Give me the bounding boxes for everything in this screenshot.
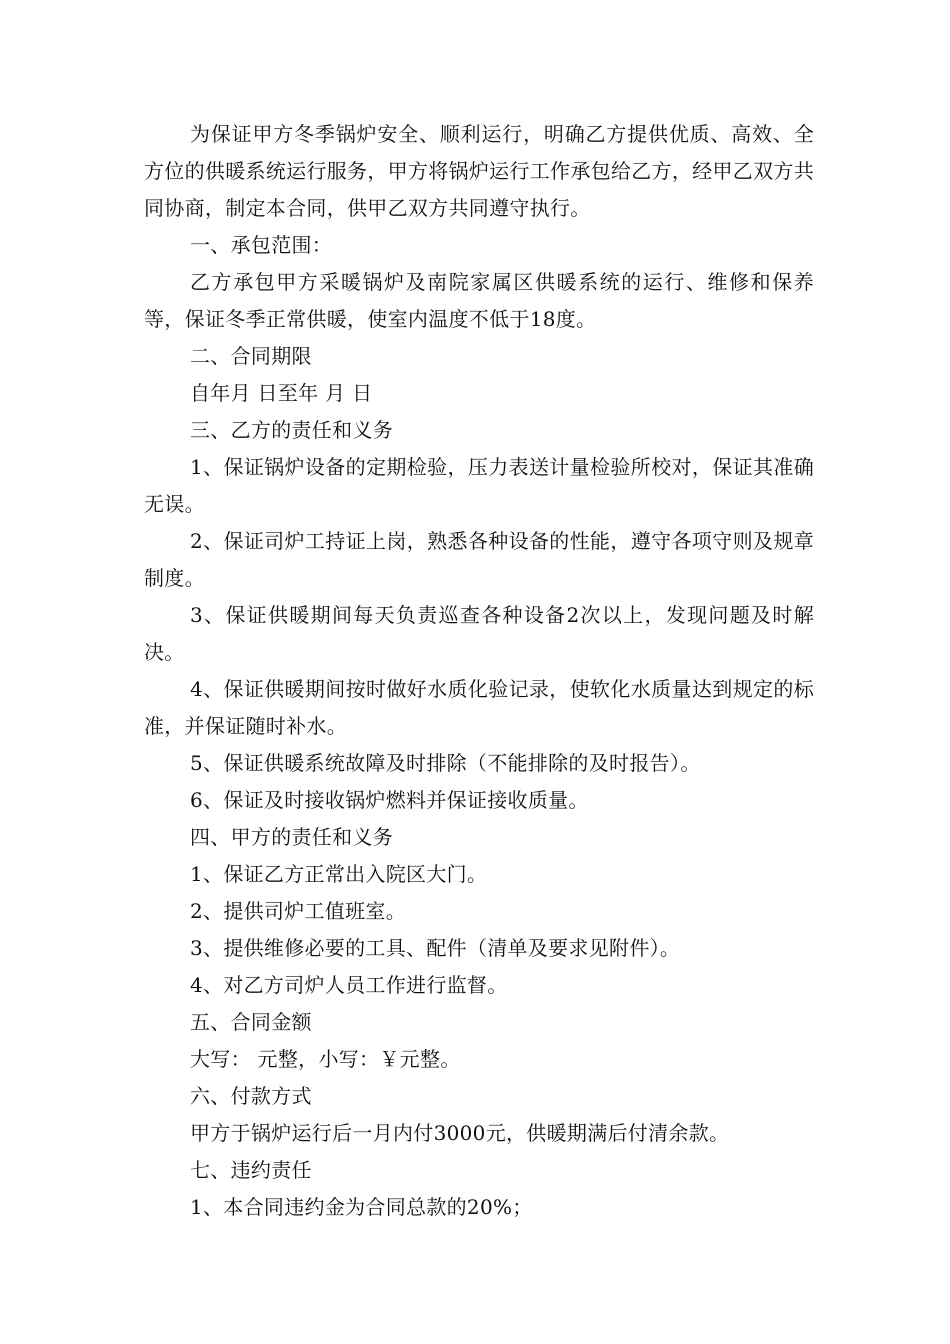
party-b-duty-3: 3、保证供暖期间每天负责巡查各种设备2次以上，发现问题及时解决。 — [144, 603, 814, 664]
party-a-duty-1: 1、保证乙方正常出入院区大门。 — [190, 862, 488, 886]
paragraph-payment: 甲方于锅炉运行后一月内付3000元，供暖期满后付清余款。 — [190, 1121, 730, 1145]
paragraph-contract-amount: 大写： 元整，小写：￥元整。 — [190, 1047, 461, 1071]
party-b-duty-1: 1、保证锅炉设备的定期检验，压力表送计量检验所校对，保证其准确无误。 — [144, 455, 814, 516]
paragraph-scope: 乙方承包甲方采暖锅炉及南院家属区供暖系统的运行、维修和保养等，保证冬季正常供暖，使室内温度不低于18度。 — [144, 270, 814, 331]
party-a-duty-2: 2、提供司炉工值班室。 — [190, 899, 407, 923]
party-a-duty-4: 4、对乙方司炉人员工作进行监督。 — [190, 973, 508, 997]
party-b-duty-5: 5、保证供暖系统故障及时排除（不能排除的及时报告）。 — [190, 751, 701, 775]
heading-term: 二、合同期限 — [190, 344, 312, 368]
party-a-duty-3: 3、提供维修必要的工具、配件（清单及要求见附件）。 — [190, 936, 681, 960]
heading-payment: 六、付款方式 — [190, 1084, 312, 1108]
paragraph-intro: 为保证甲方冬季锅炉安全、顺利运行，明确乙方提供优质、高效、全方位的供暖系统运行服务，甲方将锅炉运行工作承包给乙方，经甲乙双方共同协商，制定本合同，供甲乙双方共同遵守执行。 — [144, 122, 814, 220]
heading-contract-amount: 五、合同金额 — [190, 1010, 312, 1034]
heading-party-a-duties: 四、甲方的责任和义务 — [190, 825, 393, 849]
heading-breach: 七、违约责任 — [190, 1158, 312, 1182]
party-b-duty-2: 2、保证司炉工持证上岗，熟悉各种设备的性能，遵守各项守则及规章制度。 — [144, 529, 814, 590]
heading-scope: 一、承包范围： — [190, 233, 333, 257]
party-b-duty-6: 6、保证及时接收锅炉燃料并保证接收质量。 — [190, 788, 589, 812]
heading-party-b-duties: 三、乙方的责任和义务 — [190, 418, 393, 442]
party-b-duty-4: 4、保证供暖期间按时做好水质化验记录，使软化水质量达到规定的标准，并保证随时补水。 — [144, 677, 814, 738]
paragraph-term: 自年月 日至年 月 日 — [190, 381, 373, 405]
document-page — [144, 116, 814, 1226]
breach-clause-1: 1、本合同违约金为合同总款的20%； — [190, 1195, 533, 1219]
